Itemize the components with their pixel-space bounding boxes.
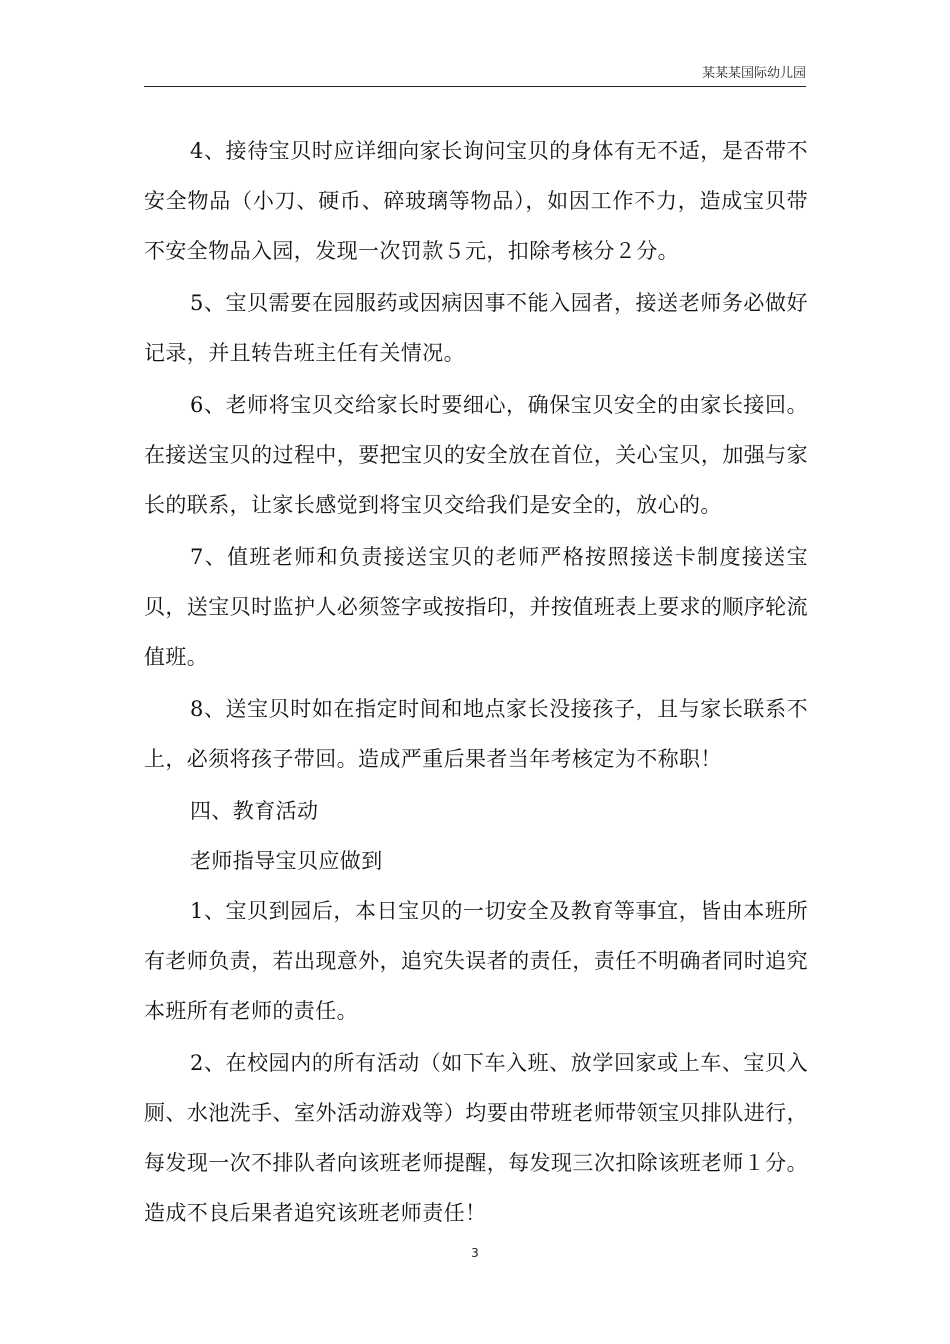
subheading-teacher-guidance: 老师指导宝贝应做到 bbox=[190, 849, 383, 873]
header-org-name: 某某某国际幼儿园 bbox=[701, 66, 806, 81]
paragraph-item-4: 4、接待宝贝时应详细向家长询问宝贝的身体有无不适，是否带不安全物品（小刀、硬币、碎玻璃等物品），如因工作不力，造成宝贝带不安全物品入园，发现一次罚款５元，扣除考核分２分。 bbox=[144, 139, 808, 263]
document-body bbox=[144, 126, 808, 1240]
section-heading-education: 四、教育活动 bbox=[190, 799, 319, 823]
paragraph-item-6: 6、老师将宝贝交给家长时要细心，确保宝贝安全的由家长接回。在接送宝贝的过程中，要把宝贝的安全放在首位，关心宝贝，加强与家长的联系，让家长感觉到将宝贝交给我们是安全的，放心的。 bbox=[144, 393, 808, 517]
paragraph-item-5: 5、宝贝需要在园服药或因病因事不能入园者，接送老师务必做好记录，并且转告班主任有关情况。 bbox=[144, 291, 808, 365]
paragraph-item-7: 7、值班老师和负责接送宝贝的老师严格按照接送卡制度接送宝贝，送宝贝时监护人必须签字或按指印，并按值班表上要求的顺序轮流值班。 bbox=[144, 545, 808, 669]
paragraph-education-1: 1、宝贝到园后，本日宝贝的一切安全及教育等事宜，皆由本班所有老师负责，若出现意外，追究失误者的责任，责任不明确者同时追究本班所有老师的责任。 bbox=[144, 899, 808, 1023]
paragraph-education-2: 2、在校园内的所有活动（如下车入班、放学回家或上车、宝贝入厕、水池洗手、室外活动游戏等）均要由带班老师带领宝贝排队进行，每发现一次不排队者向该班老师提醒，每发现三次扣除该班老师１分。造成不良后果者追究该班老师责任！ bbox=[144, 1051, 808, 1225]
page-header bbox=[144, 66, 806, 87]
page-number: 3 bbox=[471, 1246, 479, 1260]
paragraph-item-8: 8、送宝贝时如在指定时间和地点家长没接孩子，且与家长联系不上，必须将孩子带回。造成严重后果者当年考核定为不称职！ bbox=[144, 697, 808, 771]
